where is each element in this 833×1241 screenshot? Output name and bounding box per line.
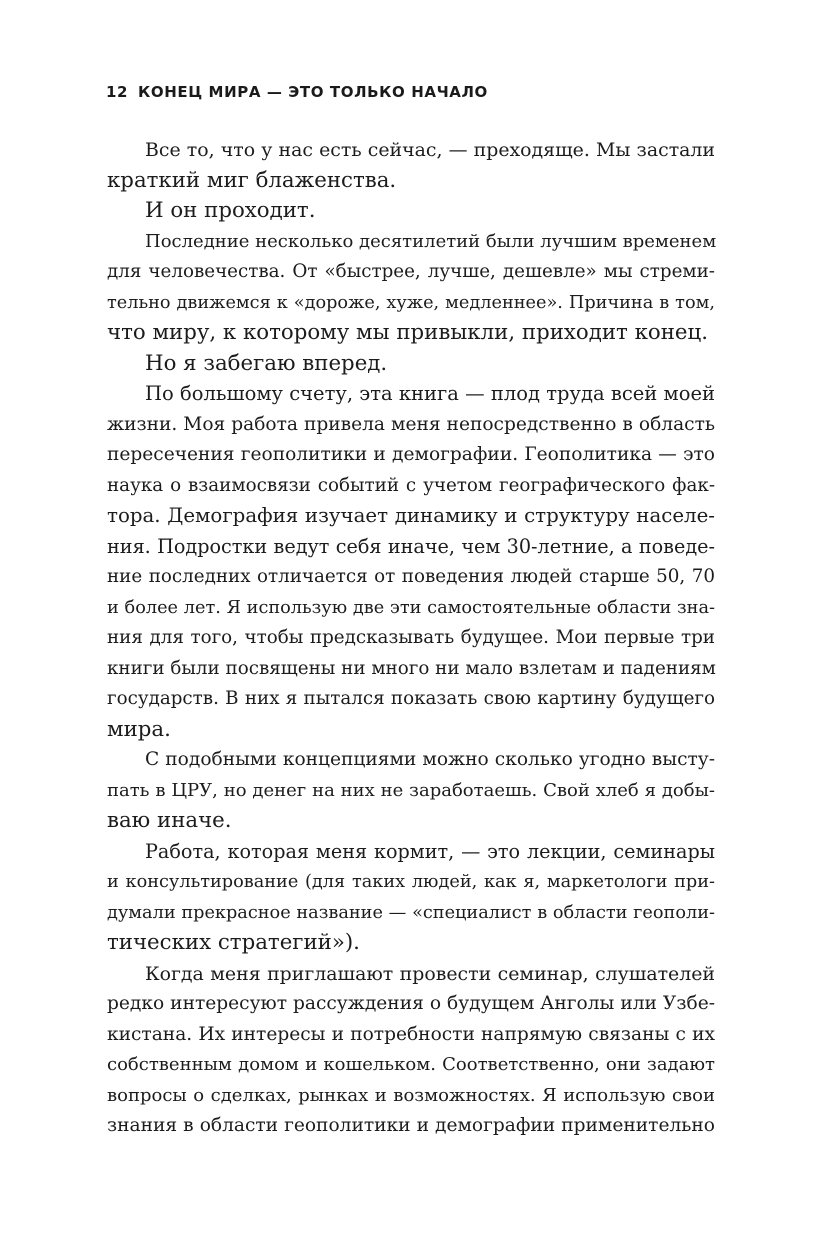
running-head <box>106 83 488 101</box>
text-line: Работа, которая меня кормит, — это лекции, семинары <box>145 839 715 863</box>
text-line: Когда меня приглашают провести семинар, слушателей <box>145 962 715 985</box>
text-line: тельно движемся к «дороже, хуже, медленнее». Причина в том, <box>107 292 715 313</box>
text-line: ваю иначе. <box>107 808 232 833</box>
text-line: пересечения геополитики и демографии. Геополитика — это <box>107 444 715 465</box>
text-line: для человечества. От «быстрее, лучше, дешевле» мы стреми- <box>107 261 715 282</box>
text-line: редко интересуют рассуждения о будущем Анголы или Узбе- <box>107 993 715 1014</box>
text-line: книги были посвящены ни много ни мало взлетам и падениям <box>107 657 716 679</box>
body-text <box>107 135 715 1142</box>
text-line: и более лет. Я использую две эти самостоятельные области зна- <box>107 597 715 618</box>
text-line: жизни. Моя работа привела меня непосредственно в область <box>107 413 715 435</box>
text-line: тора. Демография изучает динамику и структуру населе- <box>107 504 715 527</box>
text-line: пать в ЦРУ, но денег на них не заработаешь. Свой хлеб я добы- <box>107 779 715 801</box>
text-line: С подобными концепциями можно сколько угодно высту- <box>145 749 715 770</box>
text-line: По большому счету, эта книга — плод труда всей моей <box>145 382 715 405</box>
page-number: 12 <box>106 83 129 101</box>
text-line: ния. Подростки ведут себя иначе, чем 30-летние, а поведе- <box>107 534 715 558</box>
text-line: думали прекрасное название — «специалист в области геополи- <box>107 902 715 923</box>
text-line: Последние несколько десятилетий были лучшим временем <box>145 230 717 252</box>
text-line: собственным домом и кошельком. Соответственно, они задают <box>107 1054 715 1075</box>
text-line: вопросы о сделках, рынках и возможностях. Я использую свои <box>107 1084 715 1106</box>
text-line: мира. <box>107 716 171 742</box>
text-line: что миру, к которому мы привыкли, приходит конец. <box>107 320 708 345</box>
text-line: государств. В них я пытался показать свою картину будущего <box>107 688 715 709</box>
text-line: и консультирование (для таких людей, как я, маркетологи при- <box>107 872 715 892</box>
text-line: ния для того, чтобы предсказывать будущее. Мои первые три <box>107 627 715 648</box>
text-line: знания в области геополитики и демографии применительно <box>107 1115 715 1136</box>
text-line: ние последних отличается от поведения людей старше 50, 70 <box>107 566 715 587</box>
text-line: тических стратегий»). <box>107 930 360 955</box>
text-line: И он проходит. <box>145 198 316 223</box>
text-line: краткий миг блаженства. <box>107 167 397 193</box>
text-line: кистана. Их интересы и потребности напрямую связаны с их <box>107 1023 715 1045</box>
text-line: Но я забегаю вперед. <box>145 350 388 376</box>
text-line: наука о взаимосвязи событий с учетом географического фак- <box>107 474 715 496</box>
running-title: КОНЕЦ МИРА — ЭТО ТОЛЬКО НАЧАЛО <box>138 83 488 101</box>
text-line: Все то, что у нас есть сейчас, — преходяще. Мы застали <box>145 139 715 161</box>
